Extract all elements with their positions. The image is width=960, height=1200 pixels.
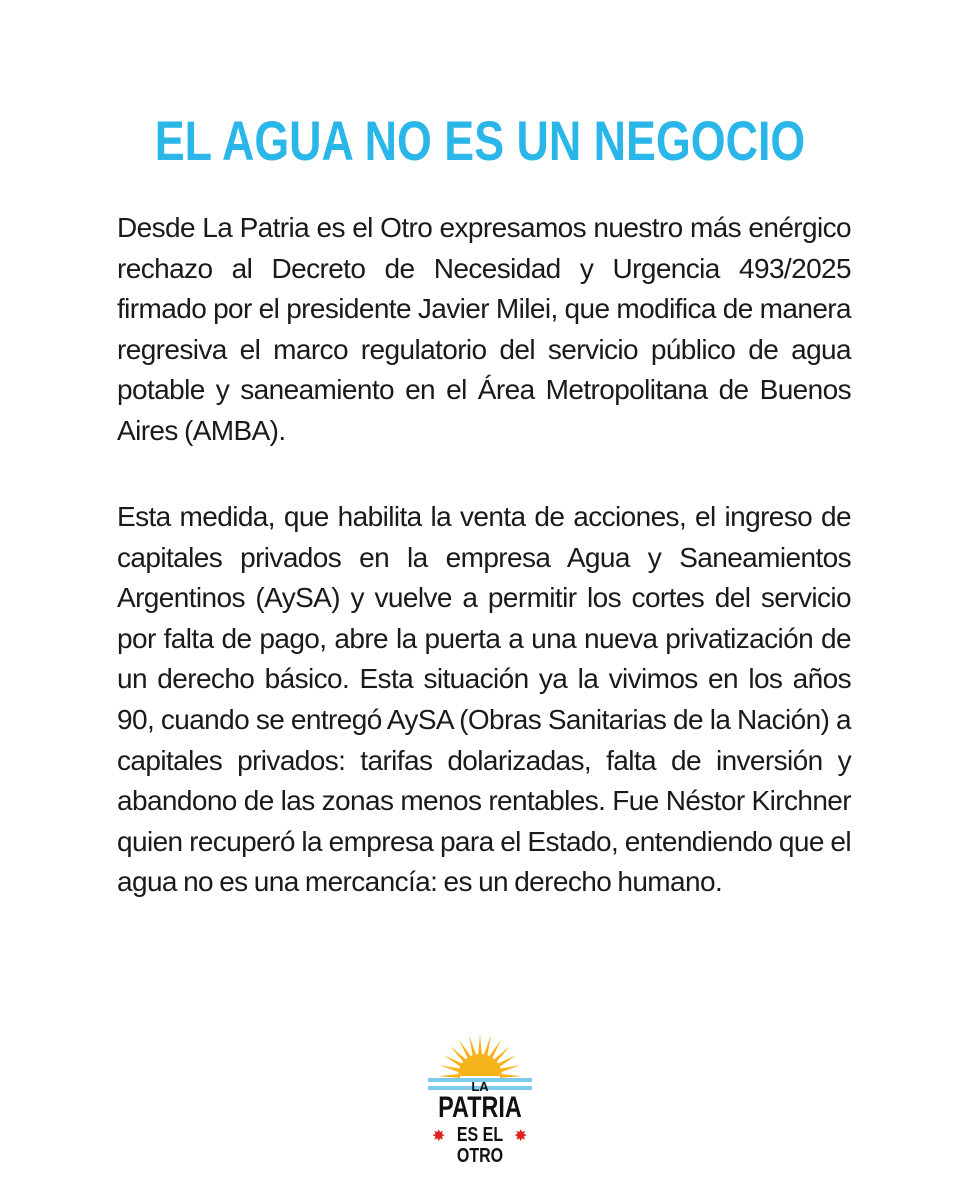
logo-line-patria: PATRIA xyxy=(438,1091,522,1124)
star-icon: ✸ xyxy=(432,1126,446,1145)
star-icon: ✸ xyxy=(514,1126,528,1145)
logo-line-otro: OTRO xyxy=(456,1145,504,1167)
logo-line-la: LA xyxy=(471,1079,489,1094)
body-paragraph-2: Esta medida, que habilita la venta de acciones, el ingreso de capitales privados en la empresa Agua y Saneamientos Argentinos (AySA) y vuelve a permitir los cortes del servicio por falta de pago, abre la puerta a una nueva privatización de un derecho básico. Esta situación ya la vivimos en los años 90, cuando se entregó AySA (Obras Sanitarias de la Nación) a capitales privados: tarifas dolarizadas, falta de inversión y abandono de las zonas menos rentables. Fue Néstor Kirchner quien recuperó la empresa para el Estado, entendiendo que el agua no es una mercancía: es un derecho humano. xyxy=(117,501,851,898)
body-paragraph-1: Desde La Patria es el Otro expresamos nuestro más enérgico rechazo al Decreto de Necesidad y Urgencia 493/2025 firmado por el presidente Javier Milei, que modifica de manera regresiva el marco regulatorio del servicio público de agua potable y saneamiento en el Área Metropolitana de Buenos Aires (AMBA). xyxy=(117,212,851,446)
logo-line-es-el: ES EL xyxy=(456,1124,504,1146)
la-patria-es-el-otro-logo xyxy=(420,1030,540,1170)
page-title: EL AGUA NO ES UN NEGOCIO xyxy=(154,109,806,172)
